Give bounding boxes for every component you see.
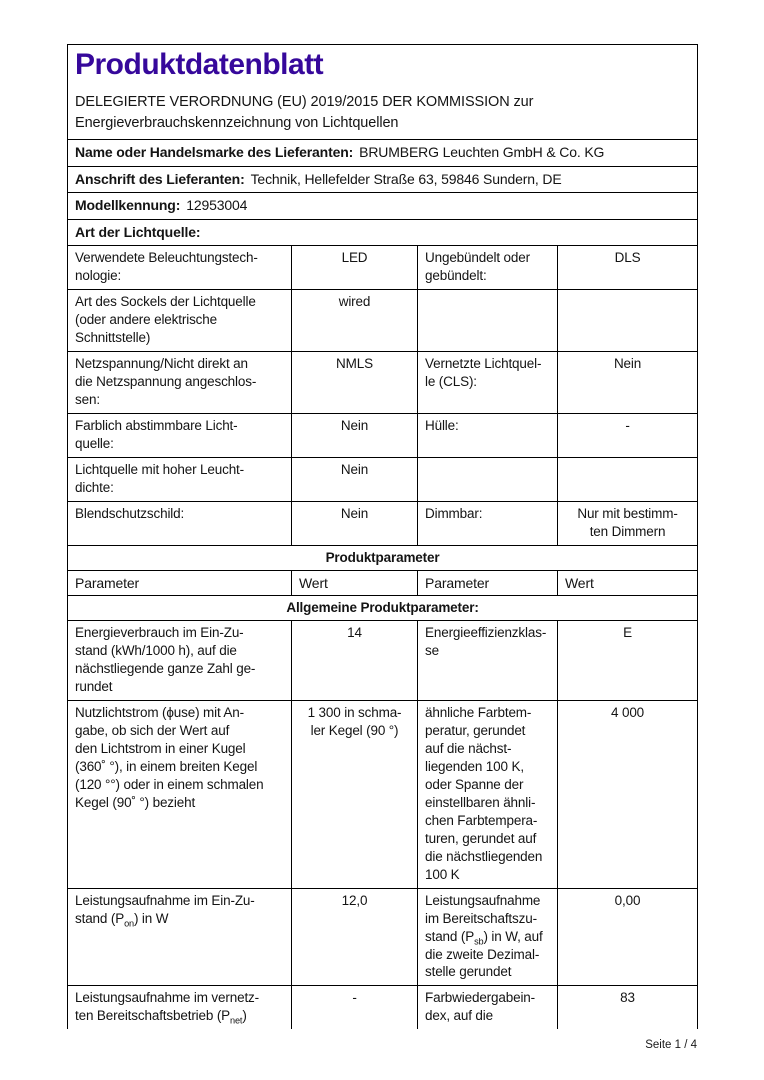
param-cell: Energieverbrauch im Ein-Zu- stand (kWh/1000 h), auf die nächstliegende ganze Zahl ge- rundet xyxy=(68,621,292,701)
param-cell: Verwendete Beleuchtungstech- nologie: xyxy=(68,246,292,290)
value-cell: DLS xyxy=(558,246,698,290)
value-cell xyxy=(558,457,698,501)
supplier-name-label: Name oder Handelsmarke des Lieferanten: xyxy=(75,144,354,160)
value-cell: Nein xyxy=(292,457,418,501)
model-id-label: Modellkennung: xyxy=(75,197,181,214)
param-cell: Lichtquelle mit hoher Leucht- dichte: xyxy=(68,457,292,501)
param-cell: Leistungsaufnahme im Ein-Zu- stand $(P_{on})$ in W xyxy=(68,888,292,986)
value-cell: 0,00 xyxy=(558,888,698,986)
subsection-title: Allgemeine Produktparameter: xyxy=(68,596,698,621)
value-cell: 83 xyxy=(558,986,698,1029)
param-cell: Farbwiedergabein- dex, auf die xyxy=(418,986,558,1029)
light-source-type-row xyxy=(68,219,698,246)
value-cell: 12,0 xyxy=(292,888,418,986)
model-id-cell xyxy=(68,193,698,220)
table-row xyxy=(68,352,698,414)
value-cell: Nein xyxy=(292,501,418,545)
title-cell xyxy=(68,45,698,140)
param-cell: Energieeffizienzklas- se xyxy=(418,621,558,701)
param-cell: Netzspannung/Nicht direkt an die Netzspannung angeschlos- sen: xyxy=(68,352,292,414)
page-number: Seite 1 / 4 xyxy=(645,1039,697,1052)
supplier-name-row xyxy=(68,140,698,167)
column-header: Parameter xyxy=(68,570,292,596)
value-cell: LED xyxy=(292,246,418,290)
table-row xyxy=(68,501,698,545)
supplier-address-label: Anschrift des Lieferanten: xyxy=(75,170,245,187)
supplier-name-value: BRUMBERG Leuchten GmbH & Co. KG xyxy=(359,144,605,160)
section-header-row xyxy=(68,545,698,570)
table-row-truncated xyxy=(68,986,698,1029)
value-cell: wired xyxy=(292,290,418,352)
supplier-name-cell xyxy=(68,140,698,167)
column-header: Wert xyxy=(558,570,698,596)
value-cell: 1 300 in schma- ler Kegel (90 °) xyxy=(292,701,418,889)
subsection-header-row xyxy=(68,596,698,621)
light-source-type-cell xyxy=(68,219,698,246)
title-row xyxy=(68,45,698,140)
table-row xyxy=(68,621,698,701)
supplier-address-value: Technik, Hellefelder Straße 63, 59846 Sundern, DE xyxy=(250,170,562,187)
page-title: Produktdatenblatt xyxy=(75,48,324,81)
page-subtitle: DELEGIERTE VERORDNUNG (EU) 2019/2015 DER KOMMISSION zur Energieverbrauchskennzeichnung von Lichtquellen xyxy=(75,93,534,132)
supplier-address-cell xyxy=(68,166,698,193)
table-row xyxy=(68,290,698,352)
value-cell: 14 xyxy=(292,621,418,701)
value-cell: 4 000 xyxy=(558,701,698,889)
table-row xyxy=(68,246,698,290)
value-cell: E xyxy=(558,621,698,701)
param-cell: Farblich abstimmbare Licht- quelle: xyxy=(68,414,292,458)
param-cell xyxy=(418,290,558,352)
value-cell: NMLS xyxy=(292,352,418,414)
param-cell: Blendschutzschild: xyxy=(68,501,292,545)
value-cell xyxy=(558,290,698,352)
param-cell xyxy=(418,457,558,501)
column-header: Parameter xyxy=(418,570,558,596)
value-cell: Nein xyxy=(558,352,698,414)
param-cell: Nutzlichtstrom (ϕuse) mit An- gabe, ob sich der Wert auf den Lichtstrom in einer Kugel (360˚ °), in einem breiten Kegel (120 °°) oder in einem schmalen Kegel (90˚ °) bezieht xyxy=(68,701,292,889)
table-row xyxy=(68,888,698,986)
param-cell: Dimmbar: xyxy=(418,501,558,545)
param-cell: Ungebündelt oder gebündelt: xyxy=(418,246,558,290)
datasheet-table xyxy=(67,44,698,1029)
param-cell: Leistungsaufnahme im vernetz- ten Bereitschaftsbetrieb $(P_{net})$ xyxy=(68,986,292,1029)
supplier-address-row xyxy=(68,166,698,193)
param-cell: Vernetzte Lichtquel- le (CLS): xyxy=(418,352,558,414)
value-cell: Nein xyxy=(292,414,418,458)
param-cell: Hülle: xyxy=(418,414,558,458)
light-source-type-label: Art der Lichtquelle: xyxy=(75,223,201,240)
value-cell: - xyxy=(558,414,698,458)
column-header-row xyxy=(68,570,698,596)
model-id-row xyxy=(68,193,698,220)
value-cell: Nur mit bestimm- ten Dimmern xyxy=(558,501,698,545)
param-cell: Art des Sockels der Lichtquelle (oder andere elektrische Schnittstelle) xyxy=(68,290,292,352)
column-header: Wert xyxy=(292,570,418,596)
value-cell: - xyxy=(292,986,418,1029)
section-title: Produktparameter xyxy=(68,545,698,570)
model-id-value: 12953004 xyxy=(186,197,248,214)
param-cell: Leistungsaufnahme im Bereitschaftszu- stand $(P_{sb})$ in W, auf die zweite Dezimal- stelle gerundet xyxy=(418,888,558,986)
table-row xyxy=(68,701,698,889)
table-row xyxy=(68,457,698,501)
table-row xyxy=(68,414,698,458)
param-cell: ähnliche Farbtem- peratur, gerundet auf die nächst- liegenden 100 K, oder Spanne der einstellbaren ähnli- chen Farbtempera- turen, gerundet auf die nächstliegenden 100 K xyxy=(418,701,558,889)
